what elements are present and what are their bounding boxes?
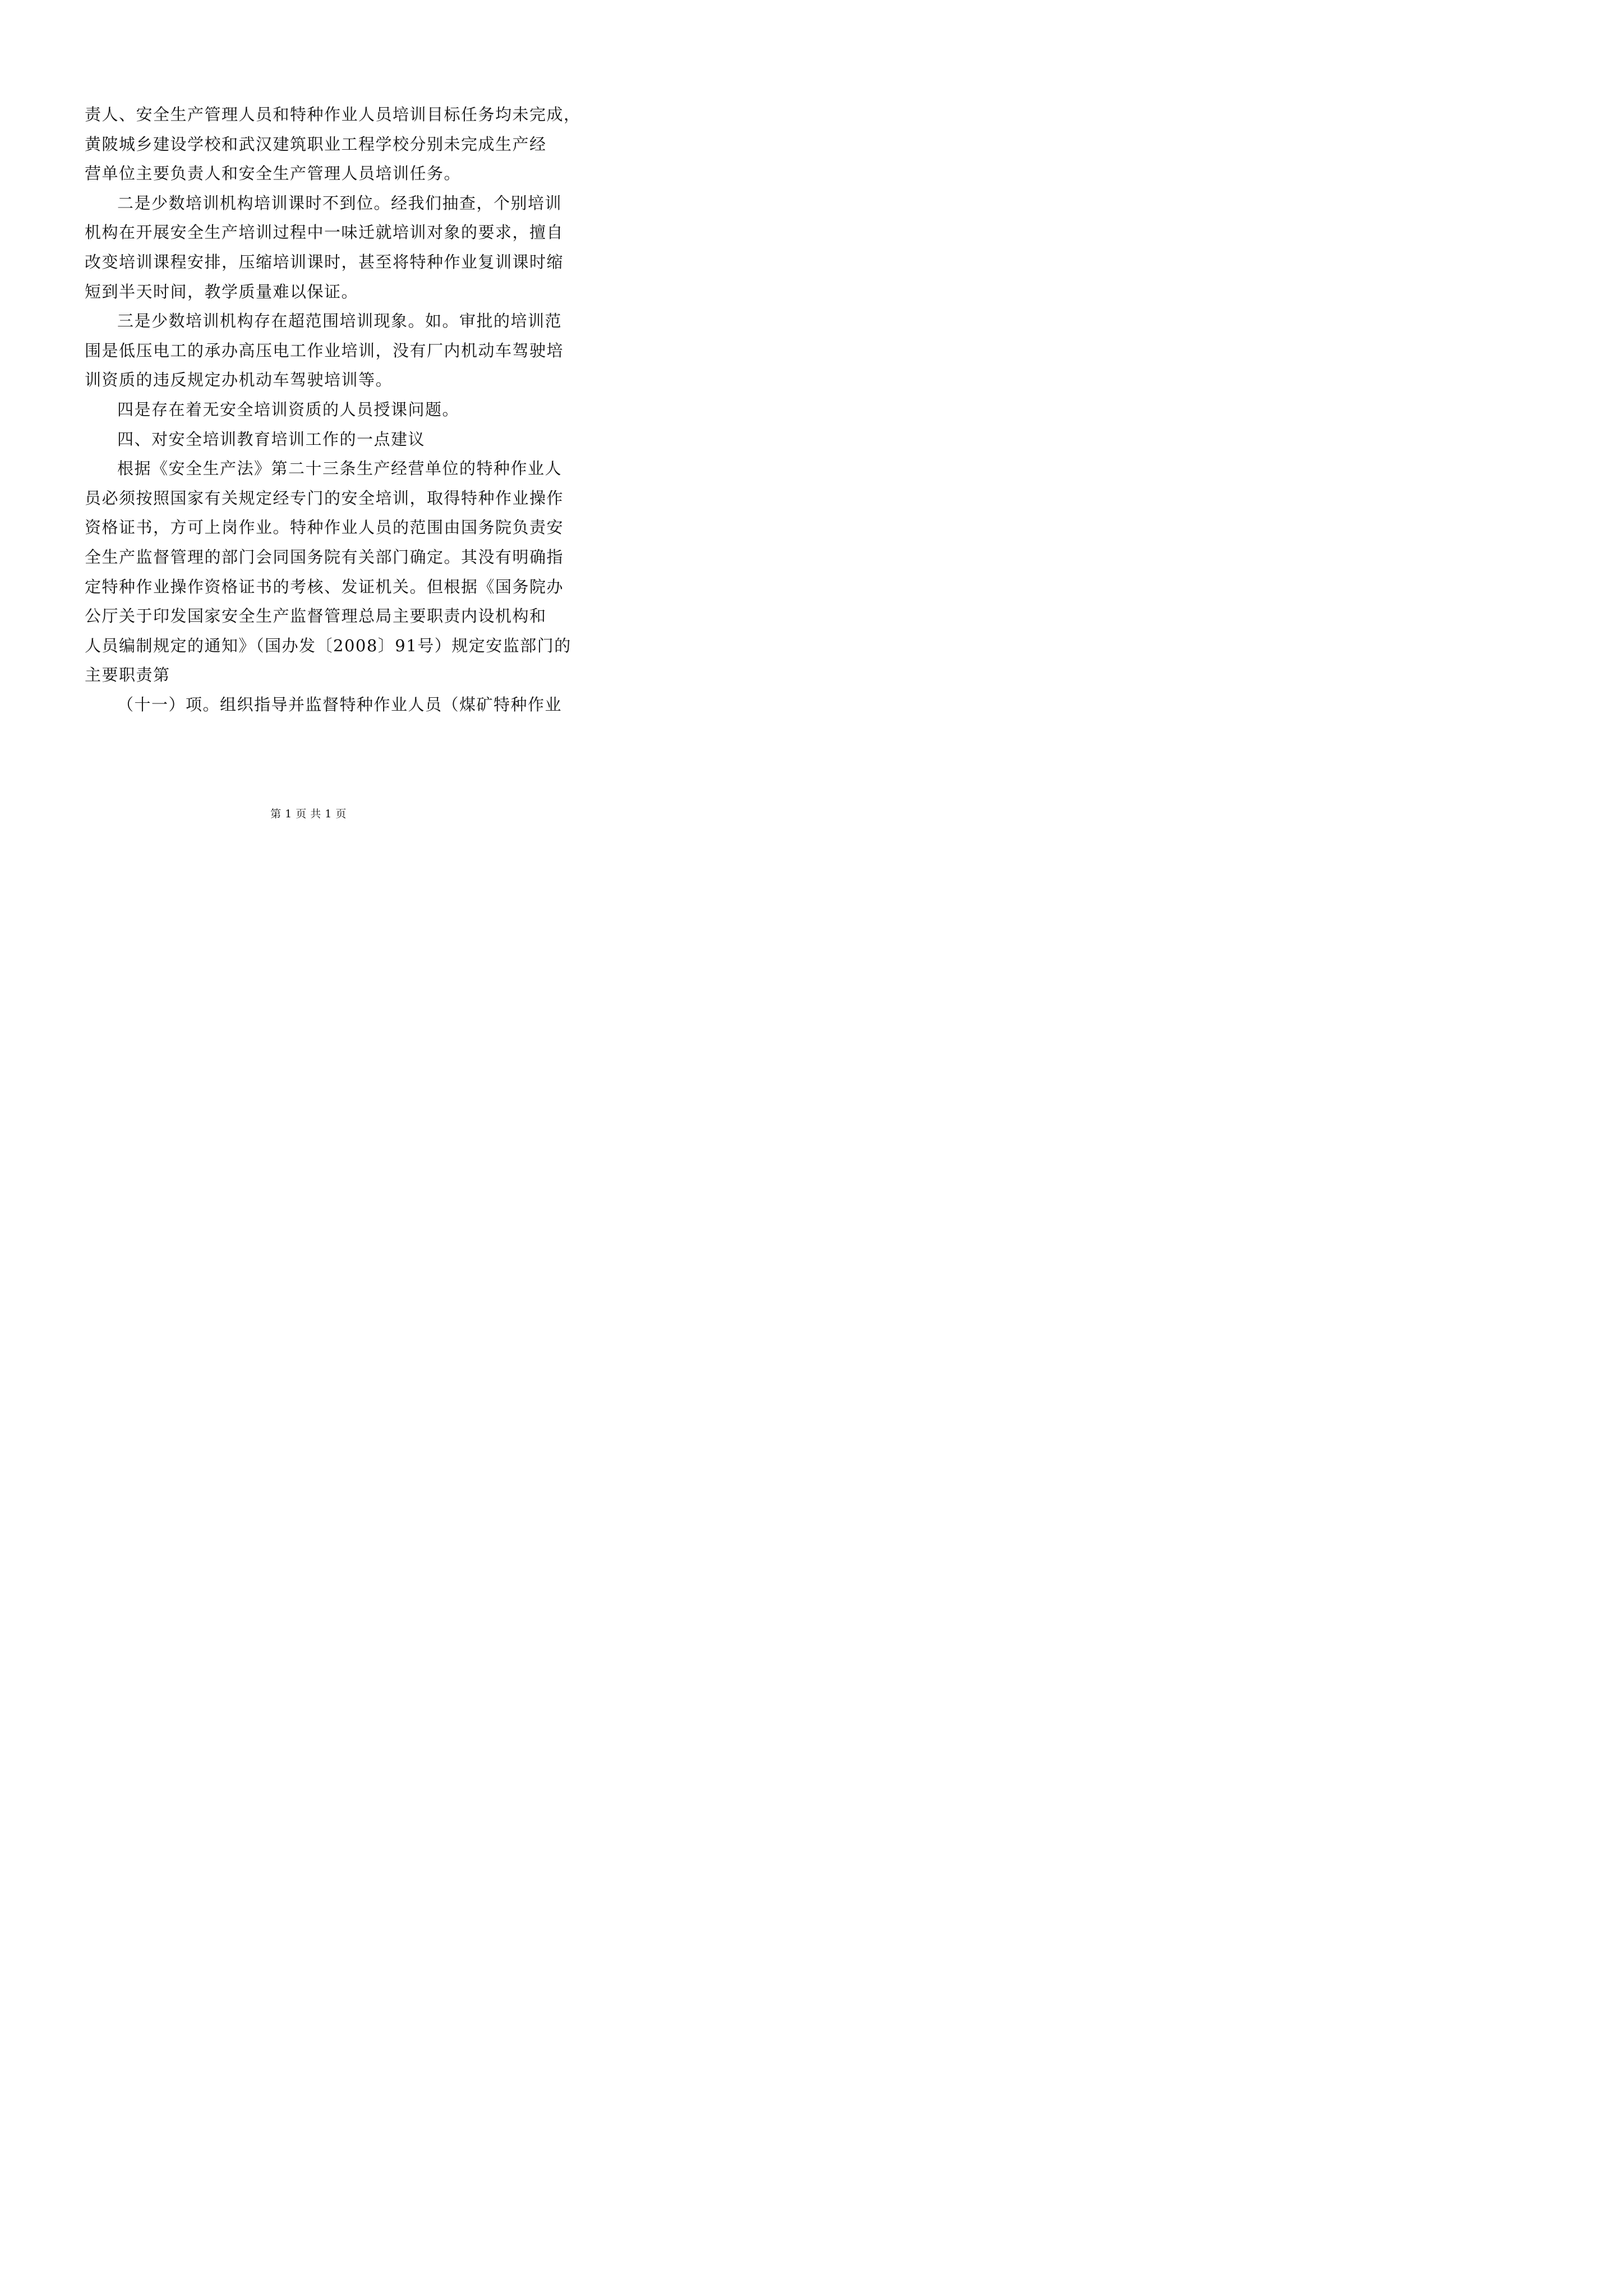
text-line: 四是存在着无安全培训资质的人员授课问题。 bbox=[117, 399, 460, 419]
page-footer: 第 1 页 共 1 页 bbox=[270, 808, 347, 820]
text-line: 改变培训课程安排，压缩培训课时，甚至将特种作业复训课时缩 bbox=[85, 252, 564, 272]
text-line: 训资质的违反规定办机动车驾驶培训等。 bbox=[85, 370, 393, 390]
document-page bbox=[0, 0, 617, 873]
text-line: 二是少数培训机构培训课时不到位。经我们抽查，个别培训 bbox=[117, 193, 562, 213]
text-line: 公厅关于印发国家安全生产监督管理总局主要职责内设机构和 bbox=[85, 606, 547, 626]
text-line: 员必须按照国家有关规定经专门的安全培训，取得特种作业操作 bbox=[85, 488, 564, 508]
text-line: 短到半天时间，教学质量难以保证。 bbox=[85, 282, 359, 301]
text-line: 根据《安全生产法》第二十三条生产经营单位的特种作业人 bbox=[117, 459, 562, 478]
text-line: 机构在开展安全生产培训过程中一味迁就培训对象的要求，擅自 bbox=[85, 223, 564, 242]
document-body bbox=[85, 100, 581, 719]
text-line: 三是少数培训机构存在超范围培训现象。如。审批的培训范 bbox=[117, 311, 562, 331]
text-line: （十一）项。组织指导并监督特种作业人员（煤矿特种作业 bbox=[117, 694, 562, 714]
section-heading: 四、对安全培训教育培训工作的一点建议 bbox=[117, 429, 426, 449]
text-line: 人员编制规定的通知》（国办发〔2008〕91号）规定安监部门的 bbox=[85, 636, 571, 655]
text-line: 资格证书，方可上岗作业。特种作业人员的范围由国务院负责安 bbox=[85, 518, 564, 537]
text-line: 主要职责第 bbox=[85, 665, 170, 685]
text-line: 全生产监督管理的部门会同国务院有关部门确定。其没有明确指 bbox=[85, 547, 564, 567]
text-line: 定特种作业操作资格证书的考核、发证机关。但根据《国务院办 bbox=[85, 577, 564, 596]
text-line: 营单位主要负责人和安全生产管理人员培训任务。 bbox=[85, 164, 462, 183]
text-line: 责人、安全生产管理人员和特种作业人员培训目标任务均未完成， bbox=[85, 105, 581, 124]
text-line: 黄陂城乡建设学校和武汉建筑职业工程学校分别未完成生产经 bbox=[85, 134, 547, 154]
text-line: 围是低压电工的承办高压电工作业培训，没有厂内机动车驾驶培 bbox=[85, 341, 564, 360]
